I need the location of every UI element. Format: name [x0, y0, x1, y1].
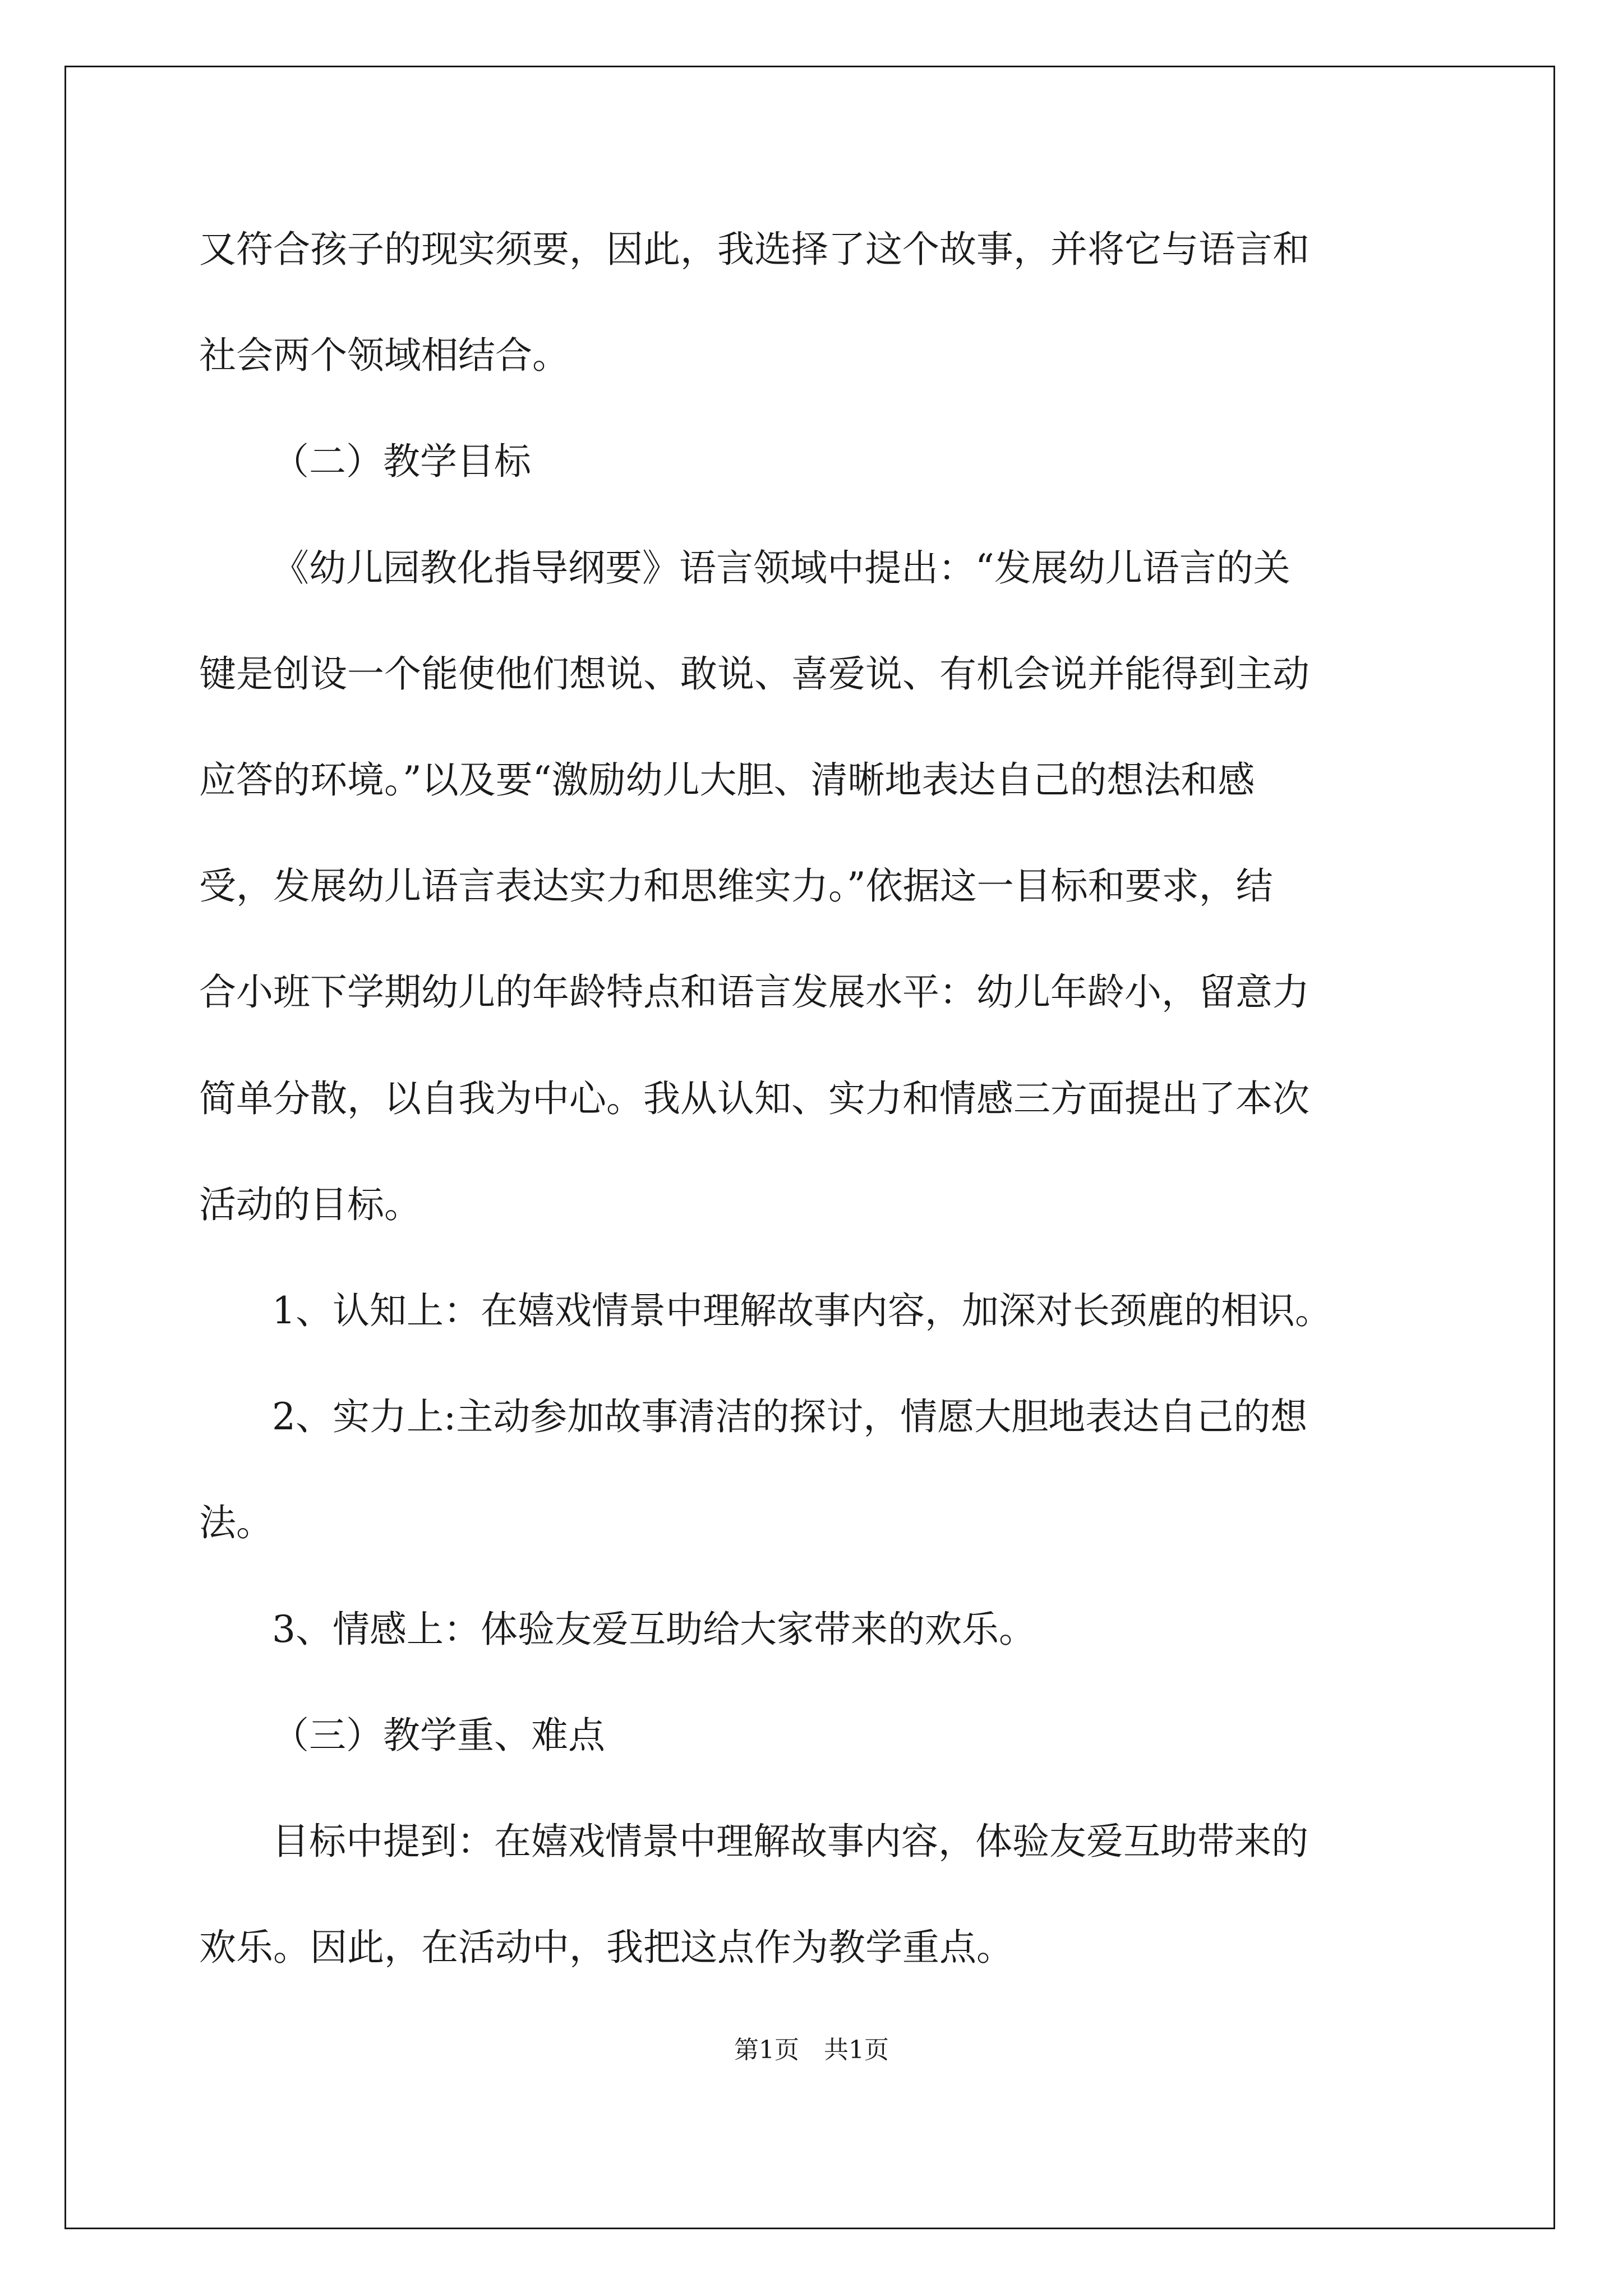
- text-line: 欢乐。因此，在活动中，我把这点作为教学重点。: [199, 1926, 1013, 1969]
- page-border: [64, 66, 1555, 2229]
- text-line: 社会两个领域相结合。: [199, 334, 569, 377]
- text-line: 又符合孩子的现实须要，因此，我选择了这个故事，并将它与语言和: [199, 228, 1310, 271]
- text-line: 活动的目标。: [199, 1183, 421, 1226]
- page-number-footer: 第1页 共1页: [734, 2036, 889, 2064]
- text-line: 合小班下学期幼儿的年龄特点和语言发展水平：幼儿年龄小，留意力: [199, 970, 1310, 1014]
- text-line: 简单分散，以自我为中心。我从认知、实力和情感三方面提出了本次: [199, 1077, 1310, 1120]
- text-line: 2、实力上:主动参加故事清洁的探讨，情愿大胆地表达自己的想: [272, 1395, 1308, 1438]
- text-line: 目标中提到：在嬉戏情景中理解故事内容，体验友爱互助带来的: [272, 1820, 1308, 1863]
- text-line: 1、认知上：在嬉戏情景中理解故事内容，加深对长颈鹿的相识。: [272, 1289, 1332, 1332]
- section-heading: （二）教学目标: [272, 440, 531, 483]
- text-line: 《幼儿园教化指导纲要》语言领域中提出：“发展幼儿语言的关: [272, 546, 1290, 590]
- text-line: 法。: [199, 1501, 273, 1544]
- text-line: 受，发展幼儿语言表达实力和思维实力。”依据这一目标和要求，结: [199, 864, 1273, 908]
- text-line: 应答的环境。”以及要“激励幼儿大胆、清晰地表达自己的想法和感: [199, 758, 1255, 802]
- text-line: 3、情感上：体验友爱互助给大家带来的欢乐。: [272, 1608, 1036, 1651]
- section-heading: （三）教学重、难点: [272, 1714, 605, 1757]
- text-line: 键是创设一个能使他们想说、敢说、喜爱说、有机会说并能得到主动: [199, 652, 1310, 696]
